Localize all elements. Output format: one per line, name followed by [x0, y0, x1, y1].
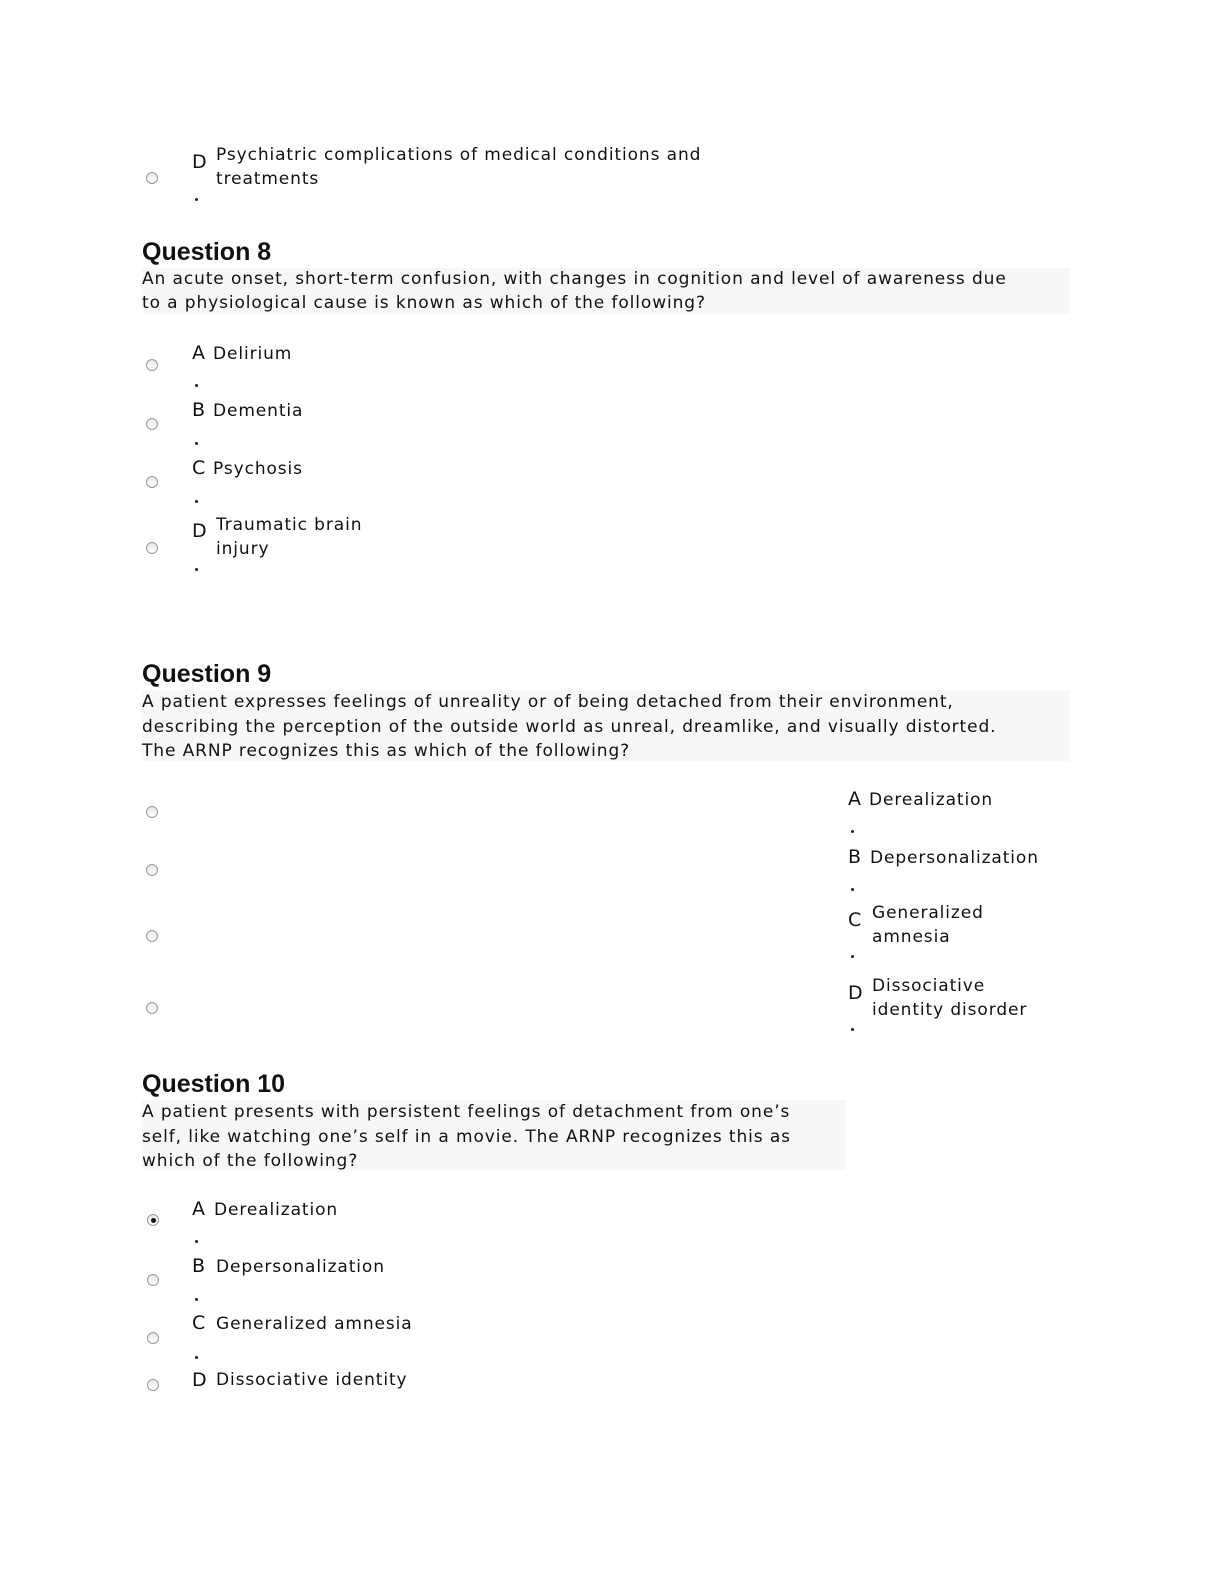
- q9-question-text: describing the perception of the outside world as unreal, dreamlike, and visually distorted.: [142, 717, 997, 737]
- q9-option-c-text[interactable]: Generalized: [872, 903, 984, 923]
- q8-option-b-letter: B: [192, 399, 206, 421]
- bullet: [195, 568, 198, 571]
- q8-option-d-text[interactable]: Traumatic brain: [216, 515, 363, 535]
- q10-option-c-letter: C: [192, 1312, 206, 1334]
- bullet: [851, 830, 854, 833]
- q8-radio-b[interactable]: [146, 418, 158, 430]
- q10-question-text: A patient presents with persistent feelings of detachment from one’s: [142, 1102, 791, 1122]
- q10-question-text: self, like watching one’s self in a movie. The ARNP recognizes this as: [142, 1127, 791, 1147]
- bullet: [195, 500, 198, 503]
- q10-option-d-letter: D: [192, 1369, 207, 1391]
- q8-option-b-text[interactable]: Dementia: [213, 401, 304, 421]
- q10-option-d-text[interactable]: Dissociative identity: [216, 1370, 408, 1390]
- bullet: [195, 1298, 198, 1301]
- q9-option-c-text-2[interactable]: amnesia: [872, 927, 951, 947]
- q8-question-text: to a physiological cause is known as which of the following?: [142, 293, 706, 313]
- bullet: [195, 384, 198, 387]
- q10-option-b-letter: B: [192, 1255, 206, 1277]
- q9-option-d-letter: D: [848, 982, 863, 1004]
- q8-question-text: An acute onset, short-term confusion, with changes in cognition and level of awareness due: [142, 269, 1007, 289]
- q9-option-d-text[interactable]: Dissociative: [872, 976, 986, 996]
- q8-option-a-letter: A: [192, 342, 205, 364]
- q10-radio-a-selected[interactable]: [147, 1214, 159, 1226]
- q10-option-a-letter: A: [192, 1198, 205, 1220]
- q9-radio-b[interactable]: [146, 864, 158, 876]
- q9-option-b-letter: B: [848, 846, 862, 868]
- bullet: [851, 888, 854, 891]
- bullet: [851, 955, 854, 958]
- q8-option-d-text-2[interactable]: injury: [216, 539, 270, 559]
- q9-option-b-text[interactable]: Depersonalization: [870, 848, 1039, 868]
- q8-option-a-text[interactable]: Delirium: [213, 344, 293, 364]
- q8-radio-d[interactable]: [146, 542, 158, 554]
- q9-option-c-letter: C: [848, 909, 862, 931]
- q9-question-text: A patient expresses feelings of unreality or of being detached from their environment,: [142, 692, 954, 712]
- q10-option-b-text[interactable]: Depersonalization: [216, 1257, 385, 1277]
- q8-option-c-text[interactable]: Psychosis: [213, 459, 303, 479]
- q7-option-d-text: Psychiatric complications of medical conditions and: [216, 145, 702, 165]
- q9-title: Question 9: [142, 660, 272, 688]
- q9-option-a-text[interactable]: Derealization: [869, 790, 994, 810]
- bullet: [195, 1356, 198, 1359]
- q10-question-text: which of the following?: [142, 1151, 359, 1171]
- q9-radio-d[interactable]: [146, 1002, 158, 1014]
- q9-question-text: The ARNP recognizes this as which of the following?: [142, 741, 631, 761]
- q10-radio-c[interactable]: [147, 1332, 159, 1344]
- q9-radio-c[interactable]: [146, 930, 158, 942]
- q10-radio-b[interactable]: [147, 1274, 159, 1286]
- q9-radio-a[interactable]: [146, 806, 158, 818]
- bullet: [195, 198, 198, 201]
- bullet: [195, 1240, 198, 1243]
- q8-option-c-letter: C: [192, 457, 206, 479]
- bullet: [851, 1028, 854, 1031]
- q7-option-d-letter: D: [192, 151, 207, 173]
- q8-option-d-letter: D: [192, 520, 207, 542]
- q9-option-a-letter: A: [848, 788, 861, 810]
- q7-option-d-text-2: treatments: [216, 169, 320, 189]
- q10-radio-d[interactable]: [147, 1379, 159, 1391]
- q8-radio-a[interactable]: [146, 359, 158, 371]
- q10-title: Question 10: [142, 1070, 286, 1098]
- bullet: [195, 442, 198, 445]
- q7-radio-d[interactable]: [146, 172, 158, 184]
- q8-title: Question 8: [142, 238, 272, 266]
- q10-option-a-text[interactable]: Derealization: [214, 1200, 339, 1220]
- q9-option-d-text-2[interactable]: identity disorder: [872, 1000, 1028, 1020]
- q10-option-c-text[interactable]: Generalized amnesia: [216, 1314, 413, 1334]
- q8-radio-c[interactable]: [146, 476, 158, 488]
